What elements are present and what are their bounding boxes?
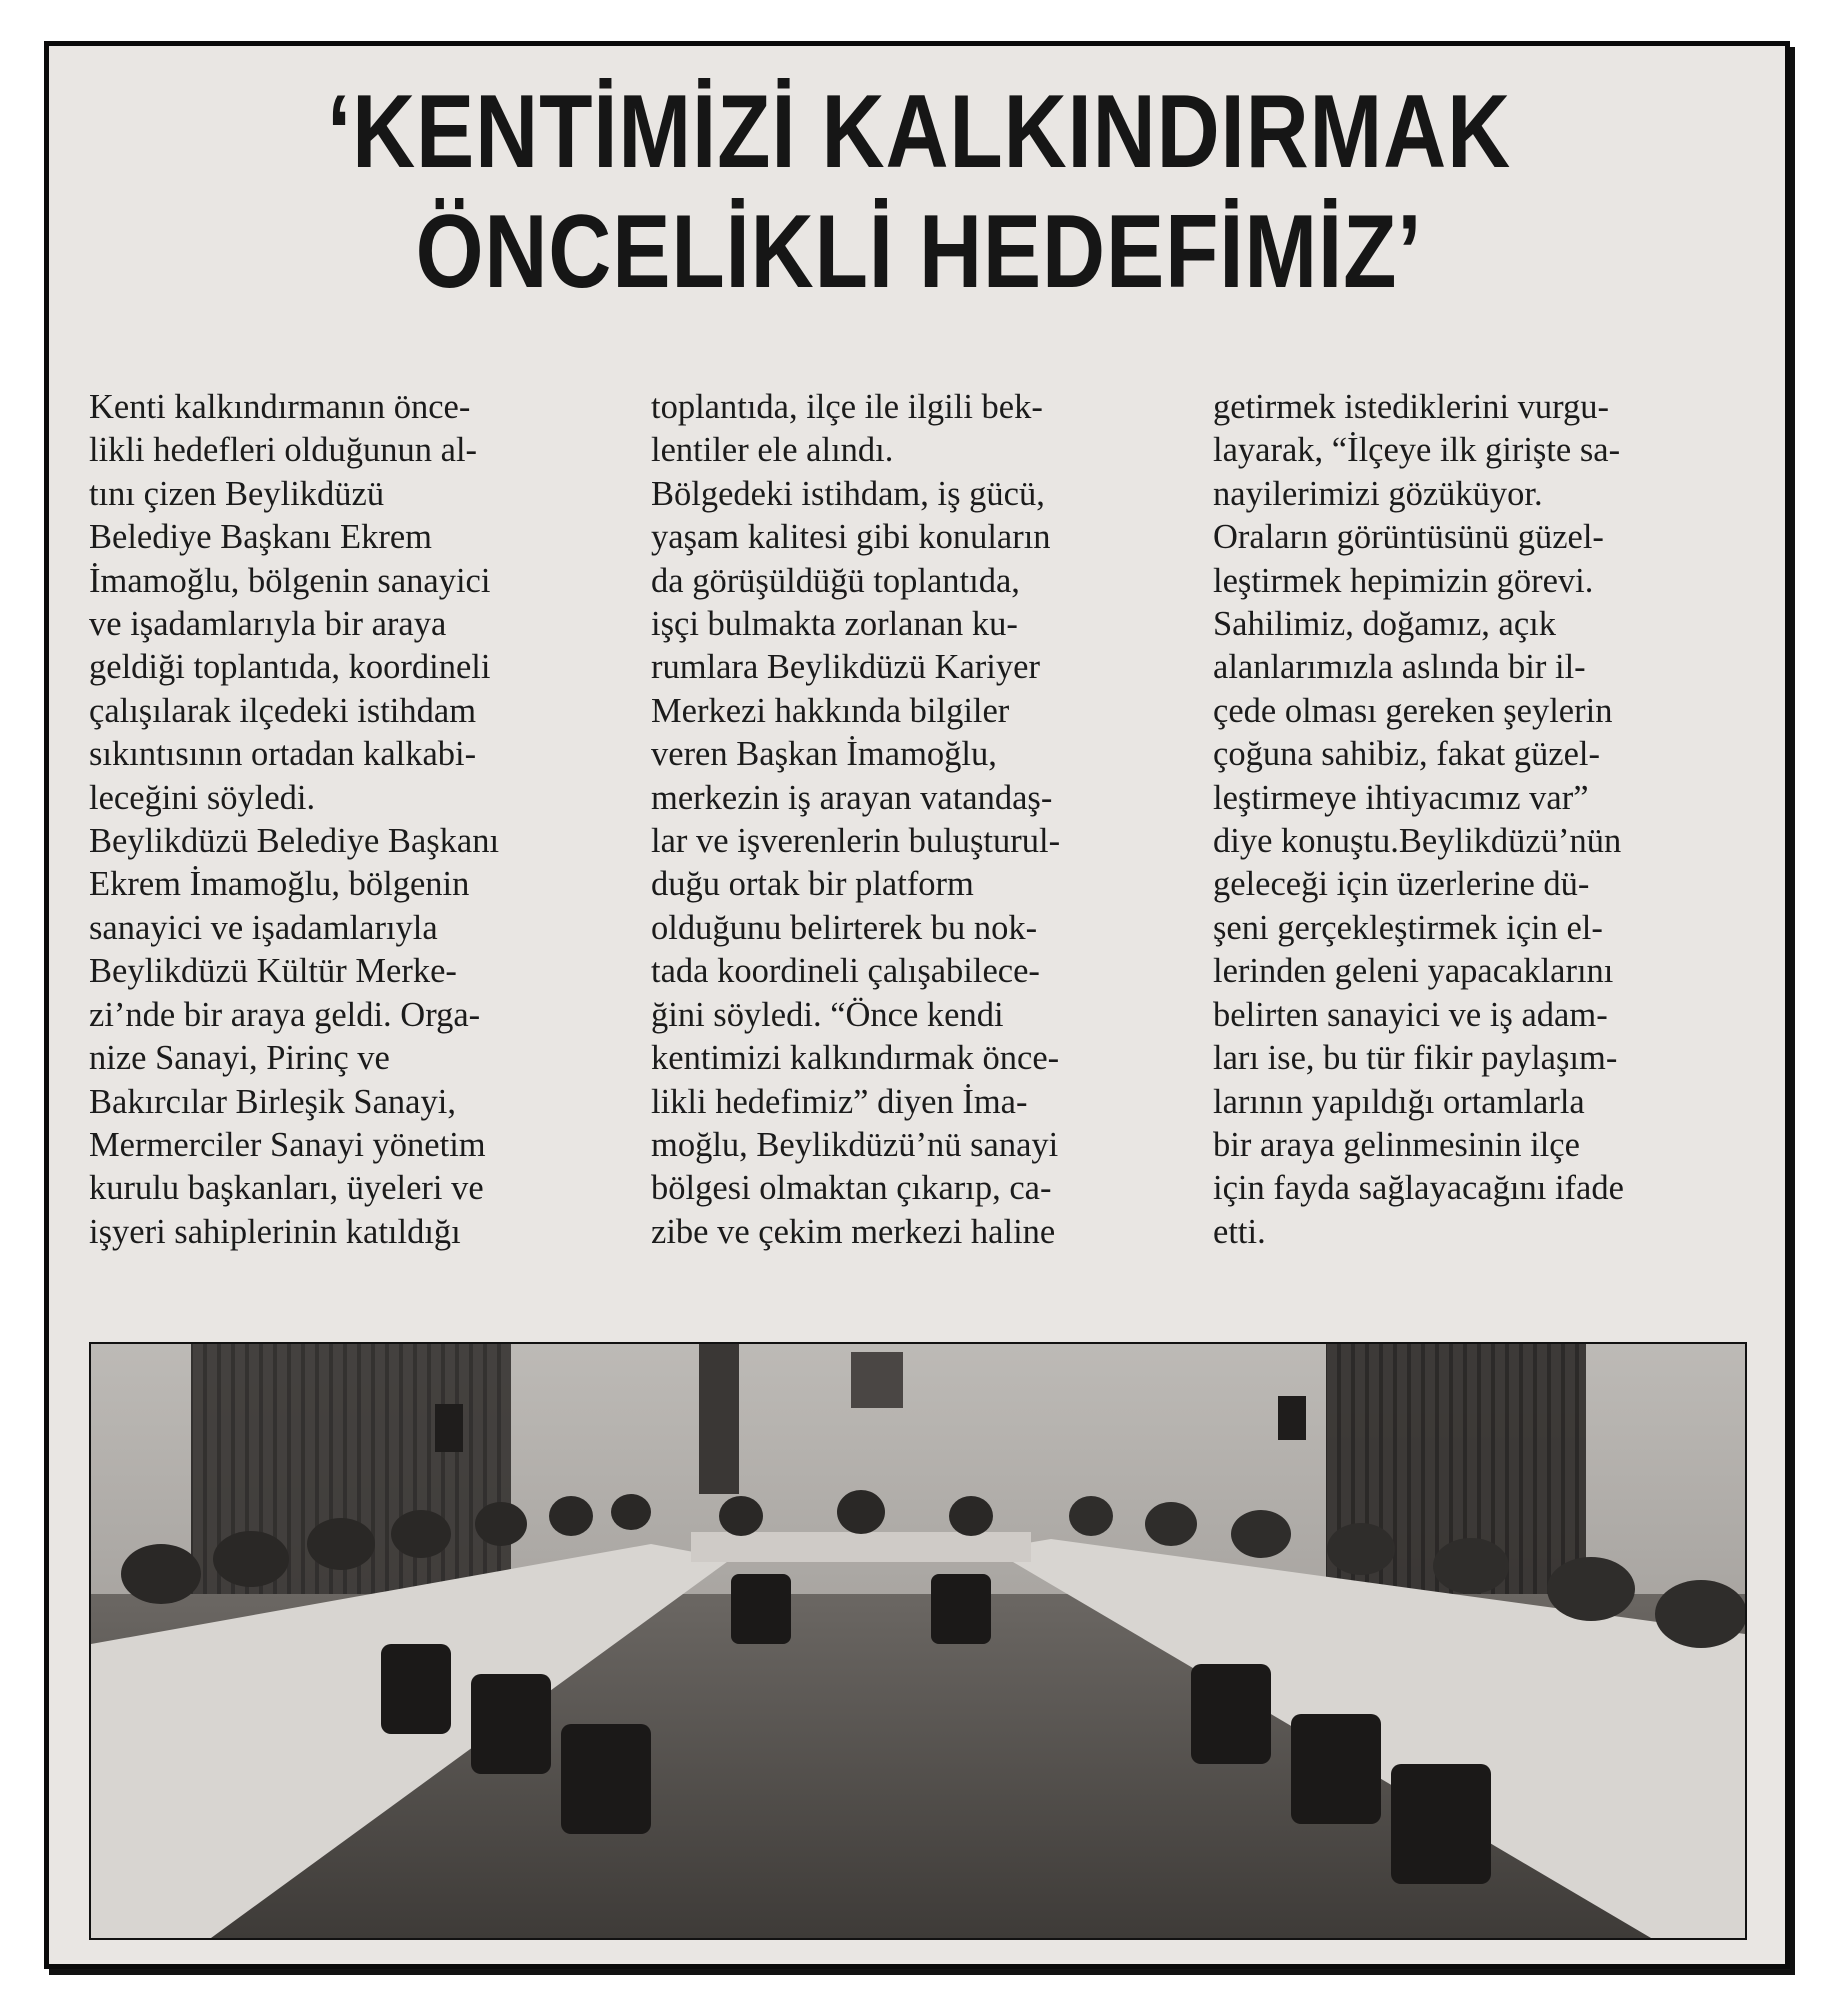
- headline-line-2: ÖNCELİKLİ HEDEFİMİZ’: [415, 194, 1423, 310]
- article-column-3: getirmek istediklerini vurgu- layarak, “İlçeye ilk girişte sa- nayilerimizi gözüküyor. Oraların görüntüsünü güzel- leştirmek hepimizin görevi. Sahilimiz, doğamız, açık alanlarımızla aslında bir il- çede olması gereken şeylerin çoğuna sahibiz, fakat güzel- leştirmeye ihtiyacımız var” diye konuştu.Beylikdüzü’nün geleceği için üzerlerine dü- şeni gerçekleştirmek için el- lerinden geleni yapacaklarını belirten sanayici ve iş adam- ları ise, bu tür fikir paylaşım- larının yapıldığı ortamlarla bir araya gelinmesinin ilçe için fayda sağlayacağını ifade etti.: [1213, 388, 1624, 1251]
- newspaper-clipping: [44, 41, 1790, 1969]
- meeting-photo: [89, 1342, 1747, 1940]
- article-column-1: Kenti kalkındırmanın önce- likli hedefleri olduğunun al- tını çizen Beylikdüzü Belediye Başkanı Ekrem İmamoğlu, bölgenin sanayici ve işadamlarıyla bir araya geldiği toplantıda, koordineli çalışılarak ilçedeki istihdam sıkıntısının ortadan kalkabi- leceğini söyledi. Beylikdüzü Belediye Başkanı Ekrem İmamoğlu, bölgenin sanayici ve işadamlarıyla Beylikdüzü Kültür Merke- zi’nde bir araya geldi. Orga- nize Sanayi, Pirinç ve Bakırcılar Birleşik Sanayi, Mermerciler Sanayi yönetim kurulu başkanları, üyeleri ve işyeri sahiplerinin katıldığı: [89, 388, 500, 1251]
- article-column-2: toplantıda, ilçe ile ilgili bek- lentiler ele alındı. Bölgedeki istihdam, iş gücü, yaşam kalitesi gibi konuların da görüşüldüğü toplantıda, işçi bulmakta zorlanan ku- rumlara Beylikdüzü Kariyer Merkezi hakkında bilgiler veren Başkan İmamoğlu, merkezin iş arayan vatandaş- lar ve işverenlerin buluşturul- duğu ortak bir platform olduğunu belirterek bu nok- tada koordineli çalışabilece- ğini söyledi. “Önce kendi kentimizi kalkındırmak önce- likli hedefimiz” diyen İma- moğlu, Beylikdüzü’nü sanayi bölgesi olmaktan çıkarıp, ca- zibe ve çekim merkezi haline: [651, 388, 1061, 1251]
- headline: [239, 72, 1600, 312]
- headline-line-1: ‘KENTİMİZİ KALKINDIRMAK: [326, 74, 1512, 190]
- meeting-room-illustration: [91, 1344, 1745, 1938]
